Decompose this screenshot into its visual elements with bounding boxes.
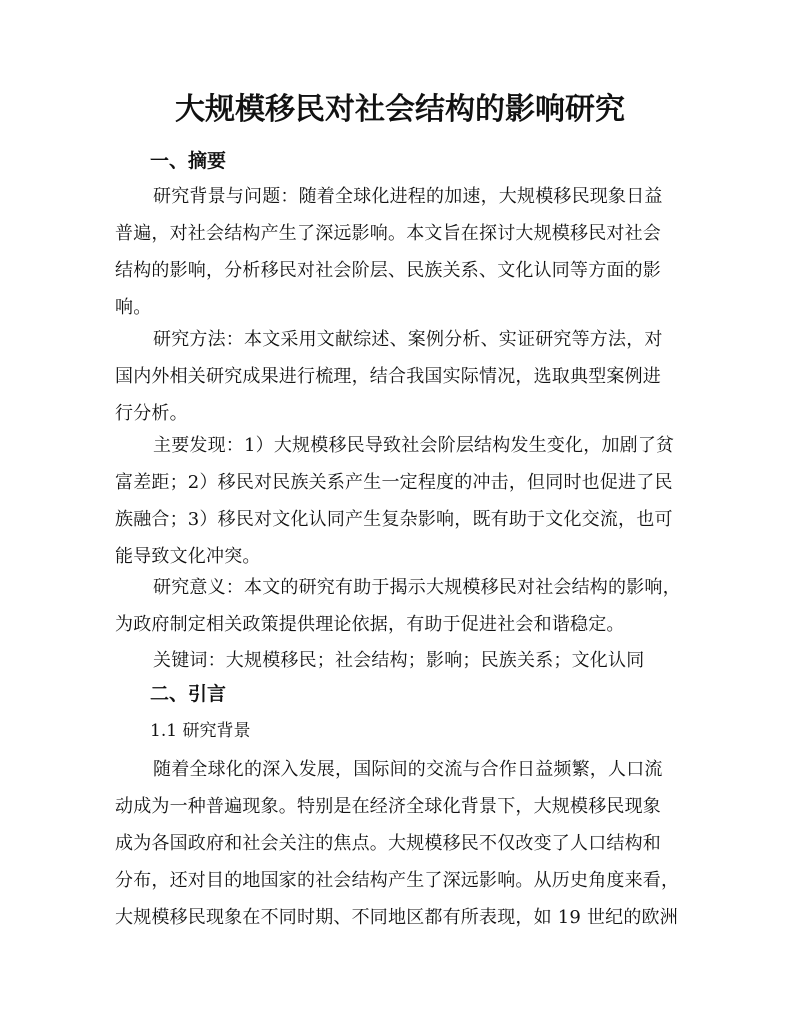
paragraph-line: 国内外相关研究成果进行梳理，结合我国实际情况，选取典型案例进: [115, 366, 661, 387]
paragraph-line: 富差距；2）移民对民族关系产生一定程度的冲击，但同时也促进了民: [115, 472, 673, 493]
paragraph-line: 能导致文化冲突。: [115, 546, 261, 567]
paragraph-line: 成为各国政府和社会关注的焦点。大规模移民不仅改变了人口结构和: [115, 833, 661, 854]
paragraph-line: 主要发现：1）大规模移民导致社会阶层结构发生变化，加剧了贫: [153, 435, 675, 456]
paragraph-line: 为政府制定相关政策提供理论依据，有助于促进社会和谐稳定。: [115, 614, 625, 635]
paragraph-line: 动成为一种普遍现象。特别是在经济全球化背景下，大规模移民现象: [115, 796, 661, 817]
abstract-paragraph-findings: [115, 427, 690, 575]
introduction-paragraph: [115, 751, 690, 936]
abstract-paragraph-methods: [115, 321, 690, 432]
document-title: 大规模移民对社会结构的影响研究: [175, 92, 625, 127]
paragraph-line: 响。: [115, 297, 152, 318]
abstract-paragraph-background: [115, 178, 690, 326]
paragraph-line: 普遍，对社会结构产生了深远影响。本文旨在探讨大规模移民对社会: [115, 223, 661, 244]
paragraph-line: 随着全球化的深入发展，国际间的交流与合作日益频繁，人口流: [153, 759, 663, 780]
paragraph-line: 大规模移民现象在不同时期、不同地区都有所表现，如 19 世纪的欧洲: [115, 907, 678, 928]
paragraph-line: 研究方法：本文采用文献综述、案例分析、实证研究等方法，对: [153, 329, 663, 350]
section-heading-introduction: 二、引言: [150, 683, 227, 705]
paragraph-line: 族融合；3）移民对文化认同产生复杂影响，既有助于文化交流，也可: [115, 509, 673, 530]
section-heading-abstract: 一、摘要: [150, 150, 227, 172]
paragraph-line: 结构的影响，分析移民对社会阶层、民族关系、文化认同等方面的影: [115, 260, 661, 281]
keywords-line: 关键词：大规模移民；社会结构；影响；民族关系；文化认同: [153, 650, 645, 671]
paragraph-line: 行分析。: [115, 403, 188, 424]
paragraph-line: 研究背景与问题：随着全球化进程的加速，大规模移民现象日益: [153, 186, 663, 207]
paragraph-line: 分布，还对目的地国家的社会结构产生了深远影响。从历史角度来看，: [115, 870, 680, 891]
keywords-paragraph: [115, 642, 690, 679]
subsection-heading-background: 1.1 研究背景: [150, 721, 251, 741]
abstract-paragraph-significance: [115, 569, 690, 643]
paragraph-line: 研究意义：本文的研究有助于揭示大规模移民对社会结构的影响，: [153, 577, 681, 598]
